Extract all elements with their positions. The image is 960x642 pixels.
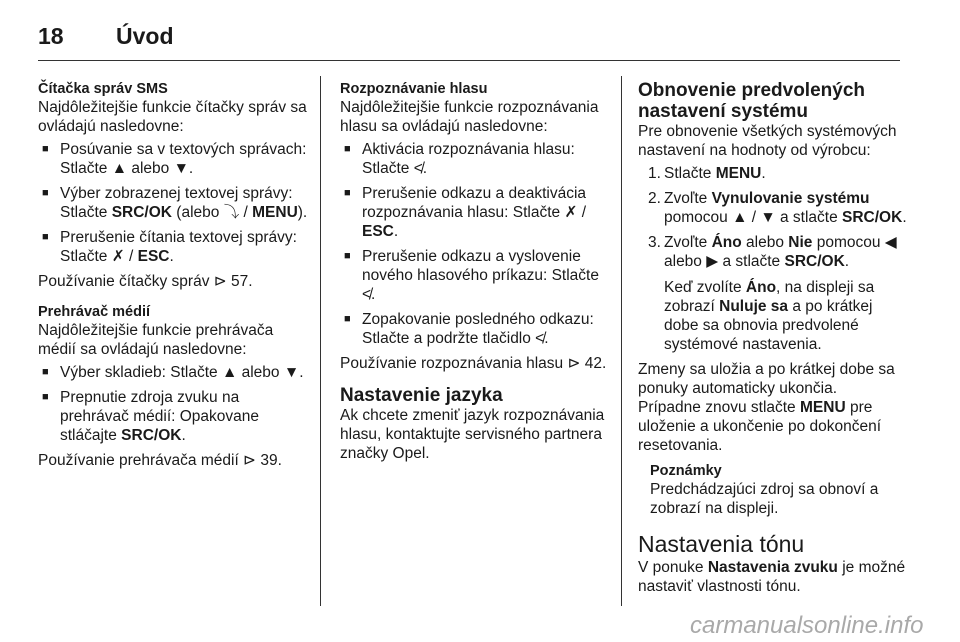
sms-reader-list [38,140,310,266]
column-3 [638,80,908,596]
page-header [38,20,174,52]
list-item: ■ Prerušenie odkazu a vyslovenie nového hlasového príkazu: Stlačte ≮. [340,247,612,304]
list-item: ■ Aktivácia rozpoznávania hlasu: Stlačte ≮. [340,140,612,178]
language-setting-text: Ak chcete zmeniť jazyk rozpoznávania hlasu, kontaktujte servisného partnera značky Opel. [340,407,605,462]
column-2 [340,80,612,463]
step-3-detail: Keď zvolíte Áno, na displeji sa zobrazí Nuluje sa a po krátkej dobe sa obnovia predvolené systémové nastavenia. [664,279,875,353]
list-item: ■ Výber zobrazenej textovej správy: Stlačte SRC/OK (alebo ⤵ / MENU). [38,184,310,222]
list-item: 3. Zvoľte Áno alebo Nie pomocou ◀ alebo ▶ a stlačte SRC/OK. Keď zvolíte Áno, na displeji sa zobrazí Nuluje sa a po krátkej dobe sa obnovia predvolené systémové nastavenia. [638,233,908,354]
header-rule [38,60,900,61]
voice-recognition-heading: Rozpoznávanie hlasu [340,81,488,97]
list-item: ■ Výber skladieb: Stlačte ▲ alebo ▼. [38,363,310,382]
page-number: 18 [38,22,64,49]
note-heading: Poznámky [650,463,722,479]
list-item: ■ Prepnutie zdroja zvuku na prehrávač médií: Opakovane stláčajte SRC/OK. [38,388,310,445]
sms-reader-intro: Najdôležitejšie funkcie čítačky správ sa ovládajú nasledovne: [38,99,307,135]
media-player-reference: Používanie prehrávača médií ⊳ 39. [38,452,282,469]
voice-recognition-reference: Používanie rozpoznávania hlasu ⊳ 42. [340,355,607,372]
factory-reset-intro: Pre obnovenie všetkých systémových nastavení na hodnoty od výrobcu: [638,123,897,159]
voice-recognition-list [340,140,612,348]
section-title: Úvod [116,22,174,49]
factory-reset-steps [638,164,908,354]
voice-recognition-intro: Najdôležitejšie funkcie rozpoznávania hlasu sa ovládajú nasledovne: [340,99,599,135]
column-divider-1 [320,76,321,606]
list-item: ■ Posúvanie sa v textových správach: Stlačte ▲ alebo ▼. [38,140,310,178]
factory-reset-text-1: Zmeny sa uložia a po krátkej dobe sa ponuky automaticky ukončia. [638,361,895,397]
column-1 [38,80,310,470]
list-item: ■ Zopakovanie posledného odkazu: Stlačte a podržte tlačidlo ≮. [340,310,612,348]
language-setting-heading: Nastavenie jazyka [340,385,503,406]
media-player-heading: Prehrávač médií [38,304,151,320]
tone-settings-text: V ponuke Nastavenia zvuku je možné nastaviť vlastnosti tónu. [638,559,906,595]
sms-reader-heading: Čítačka správ SMS [38,81,168,97]
watermark: carmanualsonline.info [690,612,924,639]
list-item: 2. Zvoľte Vynulovanie systému pomocou ▲ / ▼ a stlačte SRC/OK. [648,190,907,226]
factory-reset-text-2: Prípadne znovu stlačte MENU pre uloženie a ukončenie po dokončení resetovania. [638,399,882,454]
list-item: ■ Prerušenie odkazu a deaktivácia rozpoznávania hlasu: Stlačte ✗ / ESC. [340,184,612,241]
column-divider-2 [621,76,622,606]
list-item: ■ Prerušenie čítania textovej správy: Stlačte ✗ / ESC. [38,228,310,266]
note-text: Predchádzajúci zdroj sa obnoví a zobrazí na displeji. [650,481,879,517]
note-box [638,462,908,518]
list-item: 1. Stlačte MENU. [648,165,766,182]
media-player-intro: Najdôležitejšie funkcie prehrávača médií sa ovládajú nasledovne: [38,322,274,358]
sms-reader-reference: Používanie čítačky správ ⊳ 57. [38,273,253,290]
media-player-list [38,363,310,445]
factory-reset-heading: Obnovenie predvolených nastavení systému [638,80,865,122]
tone-settings-heading: Nastavenia tónu [638,531,805,557]
